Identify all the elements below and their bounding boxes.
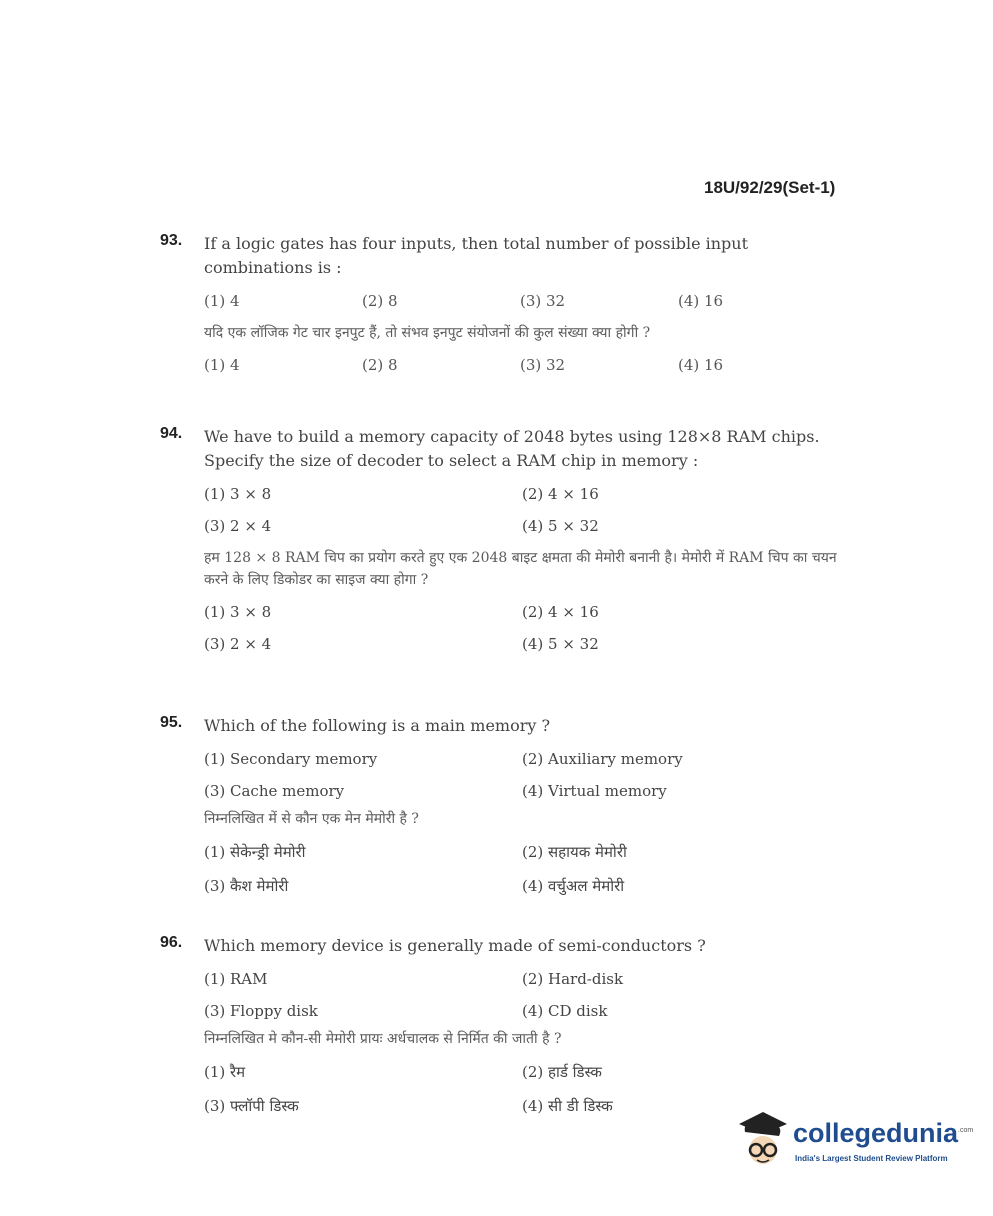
hindi-option-4[interactable]: (4) वर्चुअल मेमोरी xyxy=(522,877,625,895)
hindi-option-2[interactable]: (2) 4 × 16 xyxy=(522,603,599,621)
question-hindi-text: निम्नलिखित में से कौन एक मेन मेमोरी है ? xyxy=(204,811,419,827)
option-3[interactable]: (3) Floppy disk xyxy=(204,1002,318,1020)
options-list xyxy=(204,970,840,1020)
collegedunia-logo[interactable] xyxy=(733,1106,974,1178)
options-list xyxy=(204,750,840,800)
option-4[interactable]: (4) CD disk xyxy=(522,1002,608,1020)
question-text: Which of the following is a main memory ? xyxy=(204,716,551,735)
logo-wordmark: collegedunia$^{.com}$ xyxy=(793,1118,974,1148)
hindi-options-list xyxy=(204,603,840,653)
option-1[interactable]: (1) Secondary memory xyxy=(204,750,378,768)
hindi-option-1[interactable]: (1) 4 xyxy=(204,356,240,374)
question-number: 96. xyxy=(160,934,183,951)
hindi-option-4[interactable]: (4) सी डी डिस्क xyxy=(522,1097,613,1115)
hindi-option-3[interactable]: (3) कैश मेमोरी xyxy=(204,877,289,895)
hindi-option-2[interactable]: (2) 8 xyxy=(362,356,398,374)
options-list xyxy=(204,485,840,535)
logo-tagline: India's Largest Student Review Platform xyxy=(795,1154,948,1163)
hindi-option-3[interactable]: (3) 32 xyxy=(520,356,566,374)
question-93 xyxy=(160,232,840,374)
question-number: 93. xyxy=(160,232,183,249)
option-4[interactable]: (4) Virtual memory xyxy=(522,782,667,800)
option-2[interactable]: (2) 8 xyxy=(362,292,398,310)
option-1[interactable]: (1) 4 xyxy=(204,292,240,310)
question-text: We have to build a memory capacity of 2048 bytes using 128×8 RAM chips. Specify the size of decoder to select a RAM chip in memory : xyxy=(204,427,820,470)
option-3[interactable]: (3) 2 × 4 xyxy=(204,517,272,535)
option-3[interactable]: (3) 32 xyxy=(520,292,566,310)
hindi-options-list xyxy=(204,356,840,374)
question-95 xyxy=(160,714,840,896)
option-1[interactable]: (1) RAM xyxy=(204,970,268,988)
question-number: 94. xyxy=(160,425,183,442)
option-4[interactable]: (4) 5 × 32 xyxy=(522,517,599,535)
options-list xyxy=(204,292,840,310)
question-text: If a logic gates has four inputs, then total number of possible input combinations is : xyxy=(204,234,749,277)
option-3[interactable]: (3) Cache memory xyxy=(204,782,345,800)
option-4[interactable]: (4) 16 xyxy=(678,292,724,310)
hindi-option-3[interactable]: (3) फ्लॉपी डिस्क xyxy=(204,1097,299,1115)
question-hindi-text: यदि एक लॉजिक गेट चार इनपुट हैं, तो संभव इनपुट संयोजनों की कुल संख्या क्या होगी ? xyxy=(204,325,651,341)
hindi-option-1[interactable]: (1) सेकेन्ड्री मेमोरी xyxy=(204,843,306,861)
question-text: Which memory device is generally made of semi-conductors ? xyxy=(204,936,706,955)
hindi-option-3[interactable]: (3) 2 × 4 xyxy=(204,635,272,653)
option-2[interactable]: (2) Auxiliary memory xyxy=(522,750,683,768)
hindi-option-2[interactable]: (2) सहायक मेमोरी xyxy=(522,843,627,861)
question-96 xyxy=(160,934,840,1116)
hindi-option-2[interactable]: (2) हार्ड डिस्क xyxy=(522,1063,602,1081)
option-1[interactable]: (1) 3 × 8 xyxy=(204,485,272,503)
hindi-option-1[interactable]: (1) 3 × 8 xyxy=(204,603,272,621)
hindi-option-4[interactable]: (4) 16 xyxy=(678,356,724,374)
option-2[interactable]: (2) Hard-disk xyxy=(522,970,624,988)
student-mascot-icon xyxy=(733,1106,793,1176)
hindi-option-4[interactable]: (4) 5 × 32 xyxy=(522,635,599,653)
question-hindi-text: निम्नलिखित मे कौन-सी मेमोरी प्रायः अर्धचालक से निर्मित की जाती है ? xyxy=(204,1031,562,1047)
hindi-options-list xyxy=(204,842,840,896)
question-94 xyxy=(160,425,840,653)
question-number: 95. xyxy=(160,714,183,731)
paper-code: 18U/92/29(Set-1) xyxy=(704,178,836,197)
option-2[interactable]: (2) 4 × 16 xyxy=(522,485,599,503)
question-hindi-text: हम 128 × 8 RAM चिप का प्रयोग करते हुए एक 2048 बाइट क्षमता की मेमोरी बनानी है। मेमोरी में RAM चिप का चयन करने के लिए डिकोडर का साइज क्या होगा ? xyxy=(204,550,837,588)
hindi-option-1[interactable]: (1) रैम xyxy=(204,1063,246,1081)
